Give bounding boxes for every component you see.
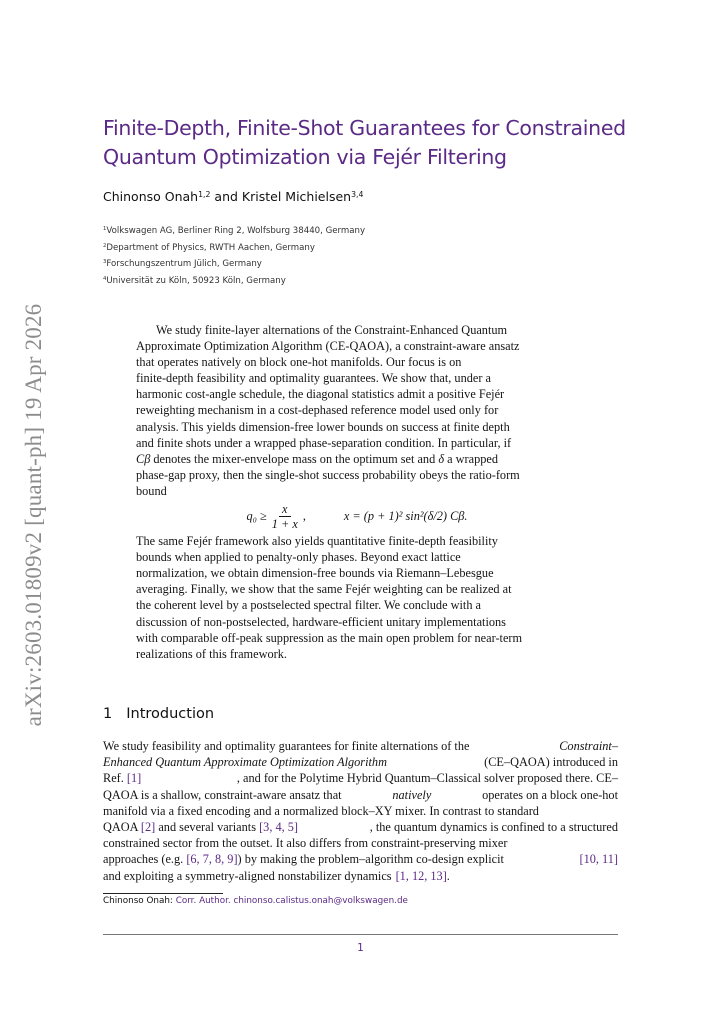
affiliation-marker: 3 xyxy=(103,259,107,266)
affiliation-text: Department of Physics, RWTH Aachen, Germany xyxy=(106,242,315,253)
abstract-line: The same Fejér framework also yields quantitative finite-depth feasibility xyxy=(136,534,498,549)
intro-line xyxy=(103,819,618,835)
intro-text: and several variants xyxy=(158,820,256,835)
footer-divider xyxy=(103,934,618,935)
math-c-beta: Cβ xyxy=(136,451,151,466)
section-number: 1 xyxy=(103,706,113,722)
abstract-line: normalization, we obtain dimension-free bounds via Riemann–Lebesgue xyxy=(136,566,494,581)
author-list xyxy=(103,189,363,204)
intro-text: ) by making the problem–algorithm co-design explicit xyxy=(237,852,504,867)
footnote-author: Chinonso Onah: xyxy=(103,896,173,906)
citation-link[interactable]: [2] xyxy=(140,820,156,835)
abstract-line: that operates natively on block one-hot manifolds. Our focus is on xyxy=(136,355,462,370)
abstract-line: bound xyxy=(136,483,167,498)
intro-text: approaches (e.g. xyxy=(103,852,184,867)
abstract-text: denotes the mixer-envelope mass on the optimum set and xyxy=(150,451,439,466)
abstract-line: Approximate Optimization Algorithm (CE-QAOA), a constraint-aware ansatz xyxy=(136,339,520,354)
intro-line xyxy=(103,835,618,851)
intro-text: , and for the Polytime Hybrid Quantum–Classical solver proposed there. CE– xyxy=(236,771,618,786)
intro-text: operates on a block one-hot xyxy=(482,787,618,802)
abstract-text: a wrapped xyxy=(444,451,498,466)
intro-text: constrained sector from the outset. It also differs from constraint-preserving mixer xyxy=(103,836,508,851)
abstract-line: finite-depth feasibility and optimality guarantees. We show that, under a xyxy=(136,371,491,386)
fraction-denominator: 1 + x xyxy=(271,516,298,531)
equation-fraction xyxy=(270,502,300,531)
abstract-line: realizations of this framework. xyxy=(136,646,287,661)
abstract-line: the coherent level by a postselected spectral filter. We conclude with a xyxy=(136,598,482,613)
citation-link[interactable]: [3, 4, 5] xyxy=(259,820,299,835)
affiliation-marker: 4 xyxy=(103,275,107,282)
abstract-line: phase-gap proxy, then the single-shot success probability obeys the ratio-form xyxy=(136,467,520,482)
intro-line xyxy=(103,868,618,884)
abstract-line: discussion of non-postselected, hardware-efficient unitary implementations xyxy=(136,614,506,629)
intro-line xyxy=(103,738,618,754)
affiliation-item xyxy=(103,256,365,273)
arxiv-identifier: arXiv:2603.01809v2 [quant-ph] 19 Apr 2026 xyxy=(21,303,46,727)
footnote-divider xyxy=(103,893,223,894)
equation-lhs: q₀ ≥ xyxy=(246,508,267,523)
abstract-line: with comparable off-peak suppression as the main open problem for near-term xyxy=(136,630,523,645)
abstract-line: and finite shots under a wrapped phase-separation condition. In particular, if xyxy=(136,435,512,450)
author-name: Kristel Michielsen xyxy=(241,189,352,204)
affiliation-text: Universität zu Köln, 50923 Köln, Germany xyxy=(106,275,286,286)
citation-link[interactable]: [1] xyxy=(126,771,142,786)
affiliation-list xyxy=(103,223,365,289)
intro-text: and exploiting a symmetry-aligned nonstabilizer dynamics xyxy=(103,868,392,883)
author-conjunction: and xyxy=(214,189,238,204)
intro-text: QAOA xyxy=(103,820,138,835)
intro-text: (CE–QAOA) introduced in xyxy=(484,755,618,770)
author-affiliation-marker: 3,4 xyxy=(351,189,364,199)
abstract-line: harmonic cost-angle schedule, the diagonal statistics admit a positive Fejér xyxy=(136,387,505,402)
fraction-numerator: x xyxy=(279,502,290,517)
affiliation-marker: 1 xyxy=(103,226,107,233)
intro-line xyxy=(103,754,618,770)
author-name: Chinonso Onah xyxy=(103,189,199,204)
citation-link[interactable]: [1, 12, 13] xyxy=(395,868,447,883)
affiliation-marker: 2 xyxy=(103,242,107,249)
intro-line xyxy=(103,851,618,867)
abstract-line: bounds when applied to penalty-only phases. Beyond exact lattice xyxy=(136,550,461,565)
intro-text: , the quantum dynamics is confined to a structured xyxy=(369,820,618,835)
affiliation-item xyxy=(103,223,365,240)
abstract-line: We study finite-layer alternations of the Constraint-Enhanced Quantum xyxy=(156,323,508,337)
math-delta: δ xyxy=(438,451,445,466)
paper-title: Finite-Depth, Finite-Shot Guarantees for Constrained Quantum Optimization via Fejér Filtering xyxy=(103,116,626,169)
intro-text: manifold via a fixed encoding and a normalized block–XY mixer. In contrast to standard xyxy=(103,803,539,818)
section-heading xyxy=(103,706,214,722)
abstract-line xyxy=(136,451,588,467)
equation-rhs: x = (p + 1)² sin²(δ/2) Cβ. xyxy=(343,508,468,523)
intro-text: . xyxy=(446,868,450,883)
intro-emphasis: Enhanced Quantum Approximate Optimization Algorithm xyxy=(103,755,387,770)
affiliation-item xyxy=(103,273,365,290)
citation-link[interactable]: [10, 11] xyxy=(579,852,618,867)
abstract xyxy=(136,322,588,662)
section-title: Introduction xyxy=(126,706,215,722)
introduction-body xyxy=(103,738,618,884)
intro-text: Ref. xyxy=(103,771,124,786)
citation-link[interactable]: [6, 7, 8, 9] xyxy=(186,852,238,867)
affiliation-item xyxy=(103,240,365,257)
abstract-line: reweighting mechanism in a cost-dephased reference model used only for xyxy=(136,403,499,418)
intro-emphasis: Constraint– xyxy=(559,739,618,753)
affiliation-text: Volkswagen AG, Berliner Ring 2, Wolfsburg 38440, Germany xyxy=(106,226,366,236)
page-number: 1 xyxy=(357,942,364,954)
abstract-line: analysis. This yields dimension-free lower bounds on success at finite depth xyxy=(136,419,510,434)
intro-text: We study feasibility and optimality guarantees for finite alternations of the xyxy=(103,739,470,753)
author-affiliation-marker: 1,2 xyxy=(198,189,211,199)
footnote xyxy=(103,896,408,906)
intro-text: QAOA is a shallow, constraint-aware ansatz that xyxy=(103,787,342,802)
intro-line xyxy=(103,803,618,819)
display-equation: q₀ ≥ $\frac{x}{1 + x}$ , x = (p + 1)² sin²(δ/2) Cβ. xyxy=(246,501,468,531)
intro-emphasis: natively xyxy=(392,787,432,802)
abstract-line: averaging. Finally, we show that the same Fejér weighting can be realized at xyxy=(136,582,512,597)
footnote-email-link[interactable]: Corr. Author. chinonso.calistus.onah@volkswagen.de xyxy=(175,896,408,906)
intro-line xyxy=(103,787,618,803)
intro-line xyxy=(103,770,618,786)
arxiv-side-stamp xyxy=(14,290,54,740)
affiliation-text: Forschungszentrum Jülich, Germany xyxy=(106,259,262,269)
